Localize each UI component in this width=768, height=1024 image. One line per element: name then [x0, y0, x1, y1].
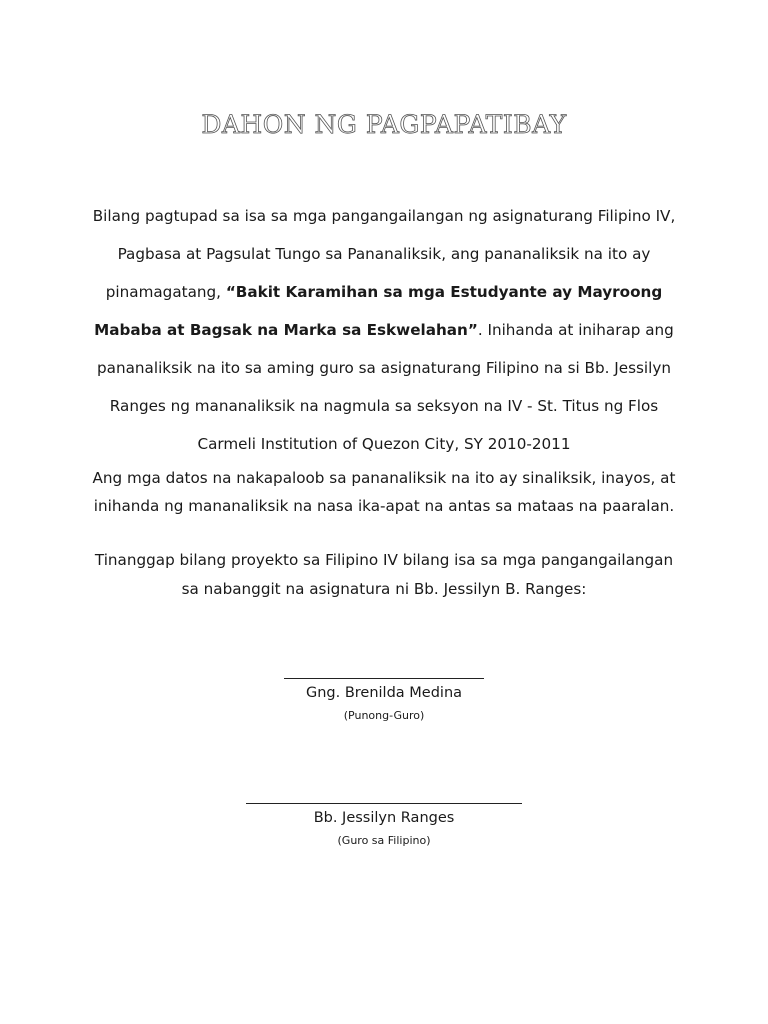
paragraph-text-after: . Inihanda at iniharap ang pananaliksik na ito sa aming guro sa asignaturang Filipino na si Bb. Jessilyn Ranges ng mananaliksik na nagmula sa seksyon na IV - St. Titus ng Flos Carmeli Institution of Quezon City, SY 2010-2011: [97, 321, 674, 453]
signatory-name: Bb. Jessilyn Ranges: [313, 810, 455, 826]
signatory-role: (Guro sa Filipino): [337, 834, 431, 847]
paragraph-acceptance: Tinanggap bilang proyekto sa Filipino IV bilang isa sa mga pangangailangan sa nabanggit na asignatura ni Bb. Jessilyn B. Ranges:: [94, 551, 674, 598]
signature-line: [246, 803, 522, 804]
paragraph-data-statement: Ang mga datos na nakapaloob sa pananaliksik na ito ay sinaliksik, inayos, at inihanda ng mananaliksik na nasa ika-apat na antas sa mataas na paaralan.: [92, 469, 676, 515]
paragraph-text-before: Bilang pagtupad sa isa sa mga pangangailangan ng asignaturang Filipino IV, Pagbasa at Pagsulat Tungo sa Pananaliksik, ang pananaliksik na ito ay pinamagatang,: [92, 207, 676, 301]
signatory-name: Gng. Brenilda Medina: [305, 685, 463, 701]
page-title: DAHON NG PAGPAPATIBAY: [201, 110, 567, 139]
signatory-role: (Punong-Guro): [343, 709, 425, 722]
paragraph-research-description: [86, 197, 682, 463]
research-title: “Bakit Karamihan sa mga Estudyante ay Mayroong Mababa at Bagsak na Marka sa Eskwelahan”: [94, 283, 663, 339]
signature-line: [284, 678, 484, 679]
signature-block-teacher: [0, 803, 768, 847]
signature-block-principal: [0, 678, 768, 722]
